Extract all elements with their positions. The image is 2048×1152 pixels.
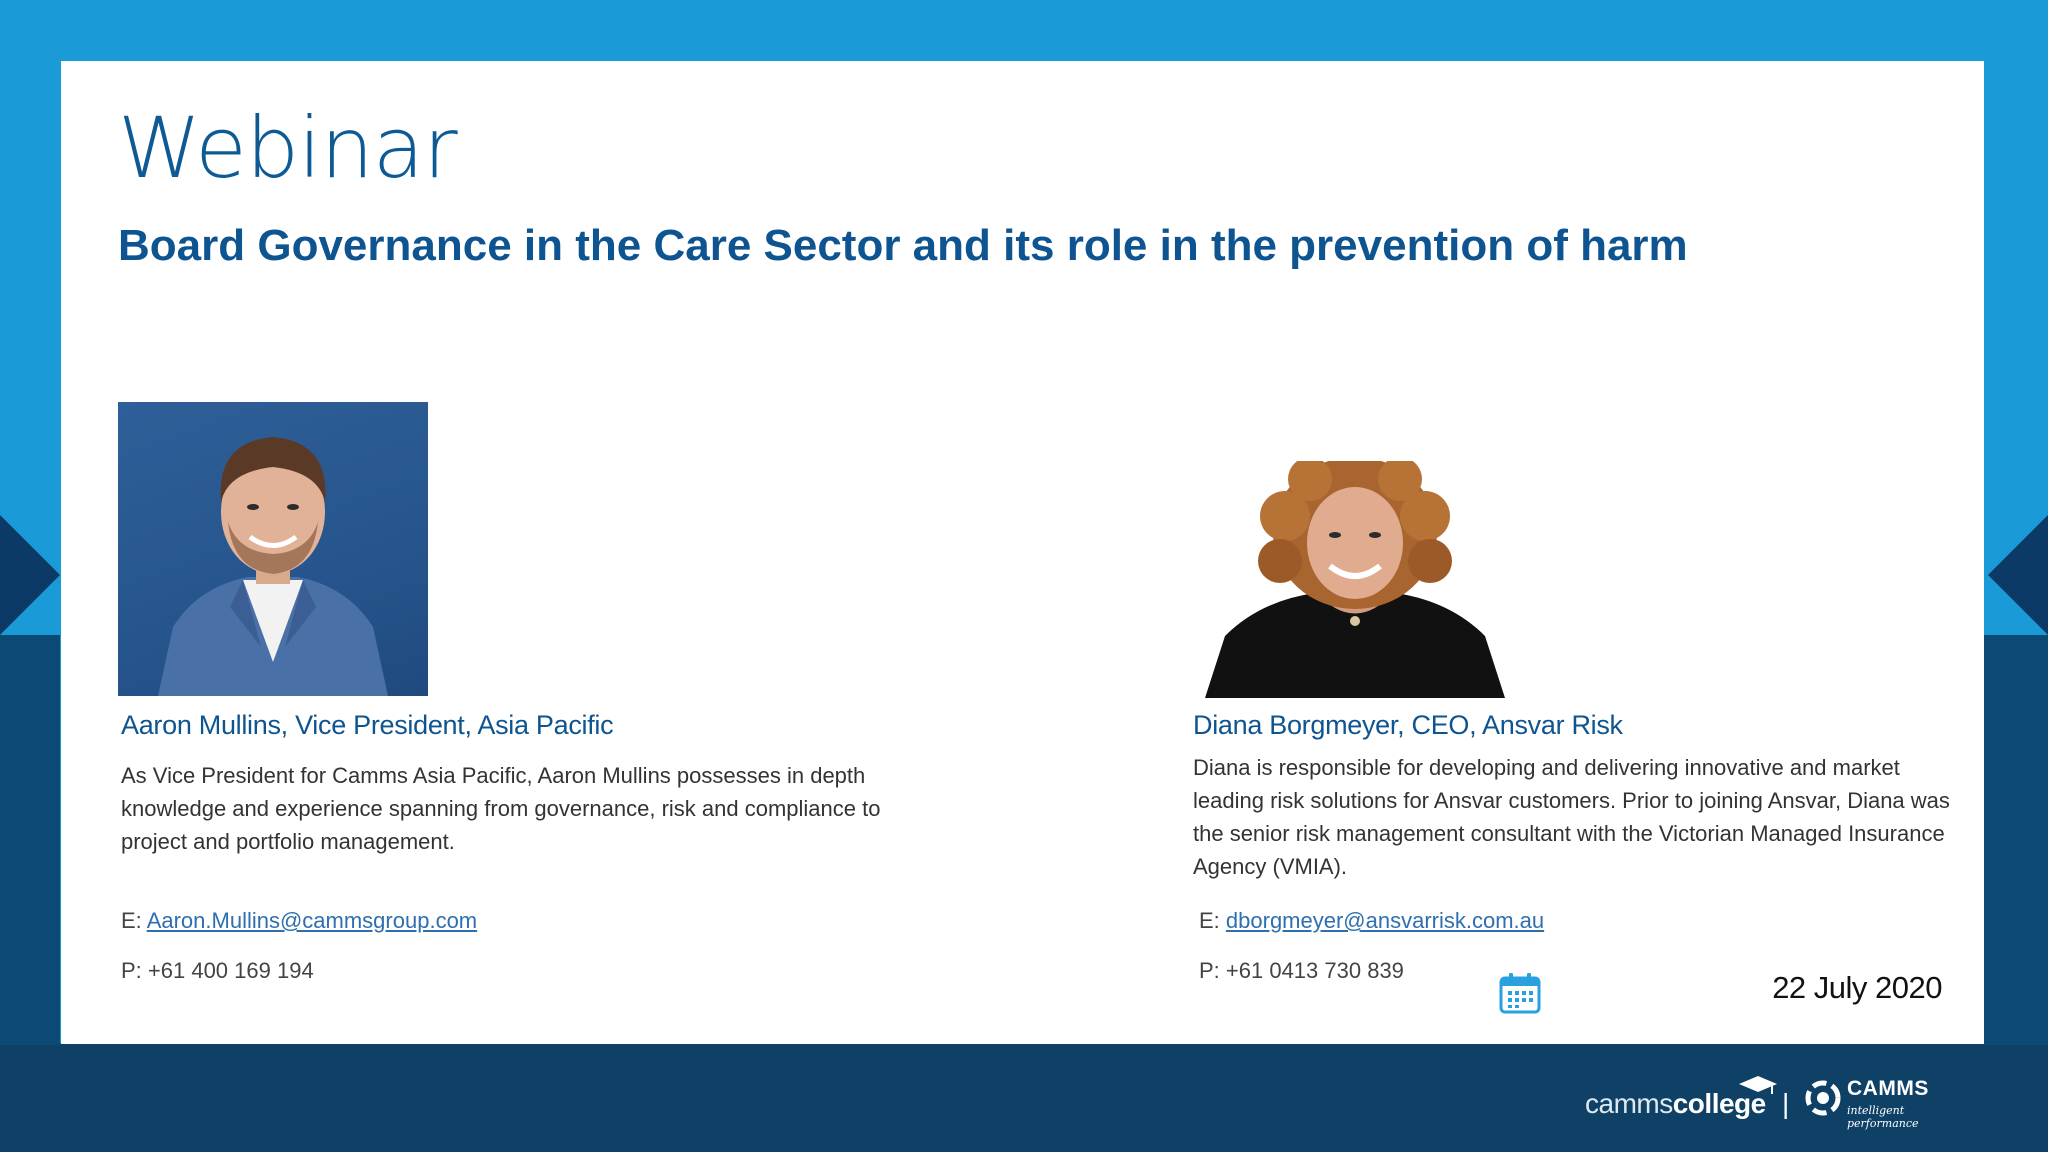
- camms-logo-mark-icon: [1803, 1078, 1843, 1118]
- speaker-email-diana: [1199, 908, 1544, 934]
- email-link-aaron[interactable]: Aaron.Mullins@cammsgroup.com: [146, 908, 478, 933]
- email-label: E:: [1199, 908, 1226, 933]
- speaker-photo-aaron: [118, 402, 428, 696]
- brand-bold-text: college: [1672, 1088, 1766, 1119]
- email-label: E:: [121, 908, 147, 933]
- phone-number: +61 0413 730 839: [1225, 958, 1404, 983]
- background-panel-right: [1984, 635, 2048, 1045]
- graduation-cap-icon: [1737, 1074, 1779, 1096]
- phone-label: P:: [1199, 958, 1226, 983]
- phone-number: +61 400 169 194: [147, 958, 314, 983]
- camms-wordmark: CAMMS: [1847, 1077, 1929, 1100]
- slide-subtitle: Board Governance in the Care Sector and its role in the prevention of harm: [118, 221, 1688, 270]
- background-panel-left: [0, 635, 60, 1045]
- presentation-slide: [61, 61, 1984, 1044]
- portrait-photo-icon: [1185, 461, 1525, 698]
- speaker-photo-diana: [1185, 461, 1525, 698]
- email-link-diana[interactable]: dborgmeyer@ansvarrisk.com.au: [1225, 908, 1545, 933]
- speaker-email-aaron: [121, 908, 477, 934]
- slide-title: Webinar: [118, 99, 457, 197]
- speaker-name-aaron: Aaron Mullins, Vice President, Asia Pacific: [121, 710, 614, 740]
- background-triangle-right: [1988, 515, 2048, 635]
- speaker-bio-diana: Diana is responsible for developing and delivering innovative and market leading risk solutions for Ansvar customers. Prior to joining Ansvar, Diana was the senior risk management consultant with the Victorian Managed Insurance Agency (VMIA).: [1193, 755, 1950, 879]
- camms-tagline: intelligent performance: [1847, 1104, 1919, 1130]
- footer-logos: [1585, 1070, 1965, 1130]
- background-triangle-left: [0, 515, 60, 635]
- speaker-bio-aaron: As Vice President for Camms Asia Pacific, Aaron Mullins possesses in depth knowledge and experience spanning from governance, risk and compliance to project and portfolio management.: [121, 763, 881, 854]
- logo-separator: |: [1782, 1088, 1790, 1119]
- webinar-date: 22 July 2020: [1772, 970, 1942, 1005]
- speaker-phone-diana: [1199, 958, 1404, 984]
- portrait-photo-icon: [118, 402, 428, 696]
- speaker-phone-aaron: [121, 958, 314, 984]
- phone-label: P:: [121, 958, 148, 983]
- speaker-name-diana: Diana Borgmeyer, CEO, Ansvar Risk: [1193, 710, 1623, 740]
- brand-light-text: camms: [1585, 1088, 1673, 1119]
- calendar-icon: [1498, 971, 1542, 1015]
